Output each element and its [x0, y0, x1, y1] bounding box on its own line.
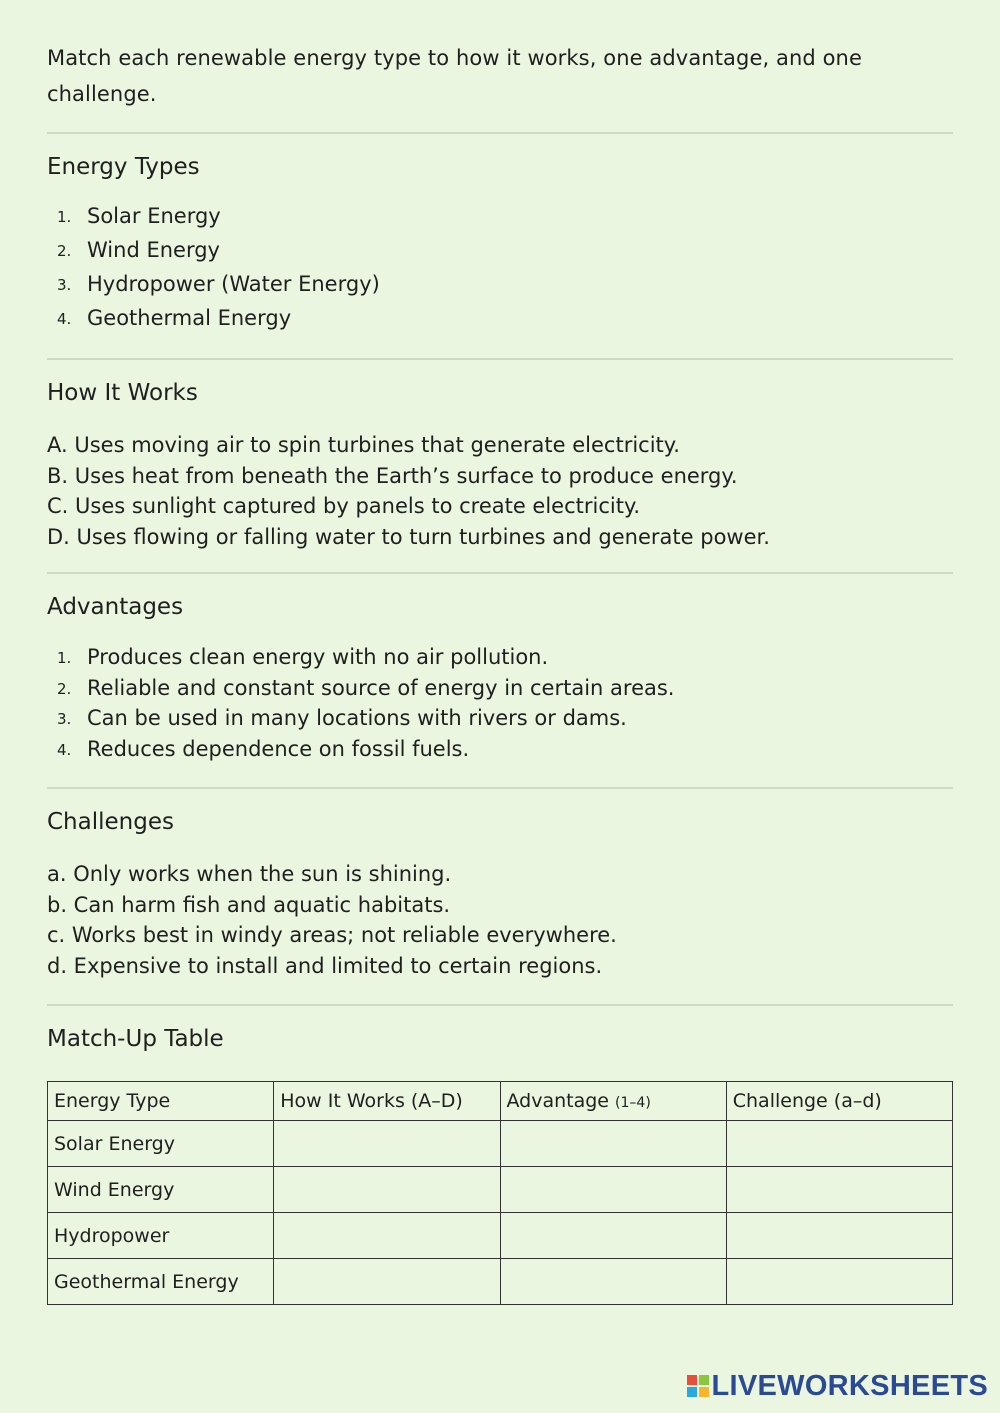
liveworksheets-logo[interactable]	[687, 1369, 989, 1403]
table-row	[48, 1213, 953, 1259]
table-row	[48, 1259, 953, 1305]
column-header: How It Works (A–D)	[274, 1082, 500, 1121]
column-header: Challenge (a–d)	[726, 1082, 952, 1121]
advantages-heading: Advantages	[47, 594, 184, 620]
list-item: C. Uses sunlight captured by panels to create electricity.	[47, 494, 641, 518]
answer-cell-challenge[interactable]	[726, 1213, 952, 1259]
how-it-works-heading: How It Works	[47, 380, 198, 406]
worksheet	[47, 40, 953, 1305]
list-item: a. Only works when the sun is shining.	[47, 862, 452, 886]
list-item: 2. Reliable and constant source of energy in certain areas.	[57, 675, 675, 700]
list-item: 4. Reduces dependence on fossil fuels.	[57, 736, 470, 761]
answer-cell-challenge[interactable]	[726, 1167, 952, 1213]
match-up-table	[47, 1081, 953, 1305]
energy-types-list	[47, 199, 953, 335]
energy-type-cell: Geothermal Energy	[48, 1259, 274, 1305]
list-item: B. Uses heat from beneath the Earth’s surface to produce energy.	[47, 463, 738, 488]
answer-cell-advantage[interactable]	[500, 1213, 726, 1259]
list-item: 1. Solar Energy	[57, 204, 221, 228]
answer-cell-advantage[interactable]	[500, 1167, 726, 1213]
answer-cell-how[interactable]	[274, 1121, 500, 1167]
list-item: c. Works best in windy areas; not reliable everywhere.	[47, 923, 617, 947]
answer-cell-how[interactable]	[274, 1167, 500, 1213]
answer-cell-how[interactable]	[274, 1213, 500, 1259]
energy-type-cell: Hydropower	[48, 1213, 274, 1259]
table-row	[48, 1167, 953, 1213]
advantages-list	[47, 642, 953, 764]
list-item: 2. Wind Energy	[57, 238, 220, 262]
table-header-row	[48, 1082, 953, 1121]
answer-cell-advantage[interactable]	[500, 1259, 726, 1305]
challenges-heading: Challenges	[47, 809, 174, 835]
how-it-works-list	[47, 430, 953, 552]
list-item: A. Uses moving air to spin turbines that generate electricity.	[47, 433, 680, 457]
answer-cell-advantage[interactable]	[500, 1121, 726, 1167]
energy-type-cell: Wind Energy	[48, 1167, 274, 1213]
answer-cell-challenge[interactable]	[726, 1259, 952, 1305]
list-item: D. Uses flowing or falling water to turn turbines and generate power.	[47, 524, 770, 549]
match-up-table-heading: Match-Up Table	[47, 1026, 224, 1052]
list-item: d. Expensive to install and limited to certain regions.	[47, 953, 603, 978]
energy-types-heading: Energy Types	[47, 154, 200, 180]
answer-cell-challenge[interactable]	[726, 1121, 952, 1167]
table-row	[48, 1121, 953, 1167]
instructions: Match each renewable energy type to how it works, one advantage, and one challenge.	[47, 46, 862, 106]
list-item: b. Can harm fish and aquatic habitats.	[47, 892, 451, 917]
list-item: 3. Hydropower (Water Energy)	[57, 272, 380, 296]
column-header: Advantage (1–4)	[500, 1082, 726, 1121]
challenges-list	[47, 859, 953, 981]
answer-cell-how[interactable]	[274, 1259, 500, 1305]
list-item: 3. Can be used in many locations with rivers or dams.	[57, 706, 627, 730]
liveworksheets-logo-text: LIVEWORKSHEETS	[711, 1369, 988, 1402]
list-item: 1. Produces clean energy with no air pollution.	[57, 645, 549, 669]
list-item: 4. Geothermal Energy	[57, 306, 292, 330]
liveworksheets-logo-icon	[687, 1375, 709, 1397]
column-header: Energy Type	[48, 1082, 274, 1121]
energy-type-cell: Solar Energy	[48, 1121, 274, 1167]
